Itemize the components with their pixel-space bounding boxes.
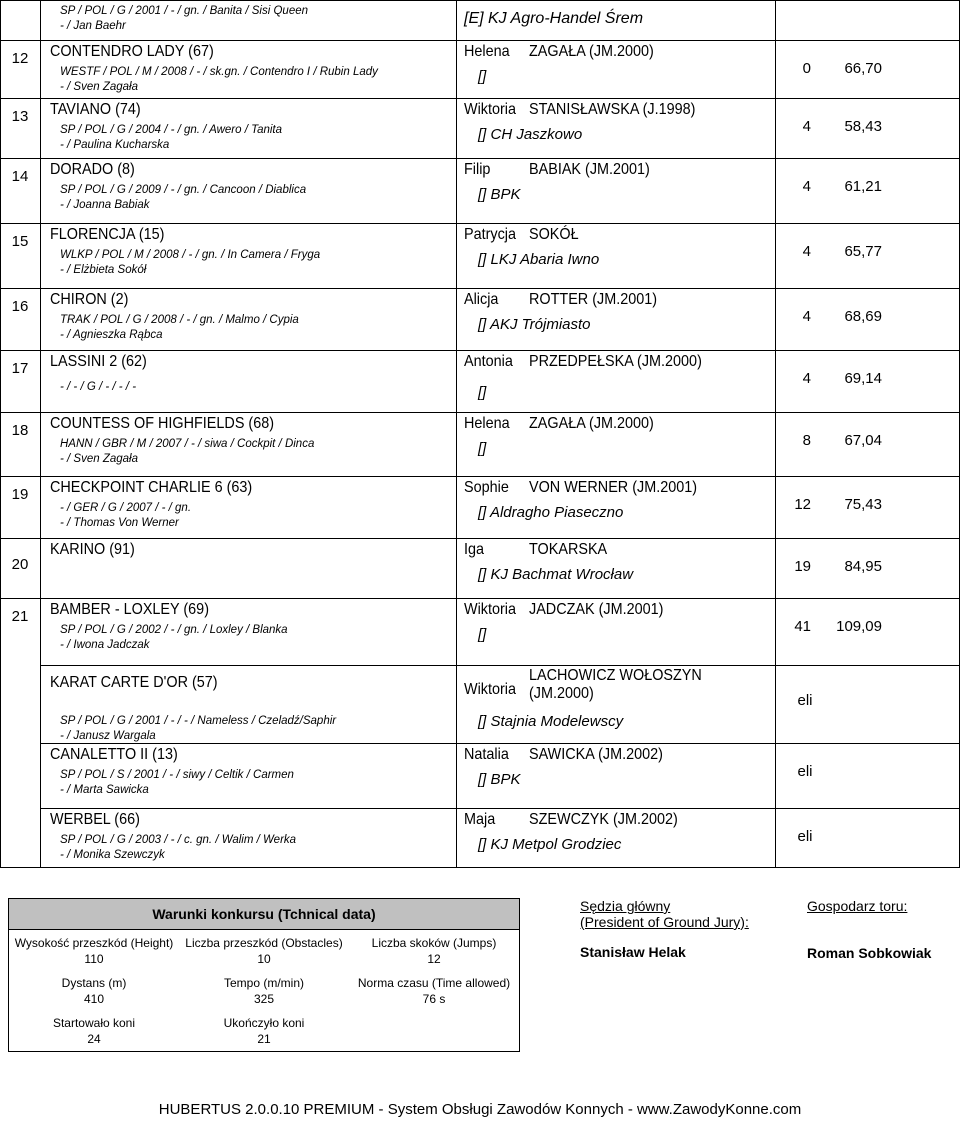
height-cell: [9, 935, 179, 967]
horse-detail-line: SP / POL / G / 2003 / - / c. gn. / Walim / Werka: [60, 834, 297, 846]
table-row: [0, 538, 960, 598]
height-label: Wysokość przeszkód (Height): [14, 936, 174, 950]
jumps-value: 12: [427, 952, 441, 966]
faults-value: 4: [802, 370, 811, 387]
rider-last-name: ZAGAŁA (JM.2000): [529, 415, 654, 432]
owner-detail-line: - / Joanna Babiak: [60, 199, 150, 211]
place-number: 19: [11, 486, 29, 503]
owner-detail-line: - / Marta Sawicka: [60, 784, 149, 796]
place-number: 13: [11, 108, 29, 125]
course-designer: [807, 898, 931, 961]
horse-detail-line: - / - / G / - / - / -: [60, 381, 137, 393]
place-number: 16: [11, 298, 29, 315]
horse-detail-line: TRAK / POL / G / 2008 / - / gn. / Malmo / Cypia: [60, 314, 299, 326]
obstacles-label: Liczba przeszkód (Obstacles): [185, 936, 343, 950]
horse-name: COUNTESS OF HIGHFIELDS (68): [50, 415, 275, 432]
jumps-label: Liczba skoków (Jumps): [371, 936, 497, 950]
finished-value: 21: [257, 1032, 271, 1046]
horse-detail-line: SP / POL / G / 2004 / - / gn. / Awero / Tanita: [60, 124, 283, 136]
finished-label: Ukończyło koni: [223, 1016, 305, 1030]
club-name: [] Aldragho Piaseczno: [478, 504, 624, 521]
horse-detail-line: HANN / GBR / M / 2007 / - / siwa / Cockpit / Dinca: [60, 438, 315, 450]
president-label: Sędzia główny: [580, 898, 671, 914]
started-value: 24: [87, 1032, 101, 1046]
rider-last-name: SZEWCZYK (JM.2002): [529, 811, 678, 828]
owner-detail-line: - / Sven Zagała: [60, 81, 138, 93]
horse-name: CHECKPOINT CHARLIE 6 (63): [50, 479, 253, 496]
height-value: 110: [84, 952, 104, 966]
technical-data-box: [8, 898, 520, 1052]
time-allowed-value: 76 s: [422, 992, 446, 1006]
horse-name: BAMBER - LOXLEY (69): [50, 601, 209, 618]
club-name: []: [478, 384, 487, 401]
club-name: [] KJ Bachmat Wrocław: [478, 566, 634, 583]
faults-value: 0: [802, 60, 811, 77]
faults-value: 4: [802, 243, 811, 260]
place-number: 20: [11, 556, 29, 573]
horse-name: CHIRON (2): [50, 291, 129, 308]
club-name: [] BPK: [478, 771, 521, 788]
time-value: 69,14: [844, 370, 882, 387]
obstacles-cell: [179, 935, 349, 967]
horse-detail-line: SP / POL / G / 2001 / - / - / Nameless / Czeladź/Saphir: [60, 715, 337, 727]
faults-value: 19: [794, 558, 811, 575]
top-entry-detail: [60, 4, 308, 34]
rider-first-name: Sophie: [464, 479, 509, 496]
time-allowed-cell: [349, 975, 519, 1007]
horse-detail-line: SP / POL / G / 2009 / - / gn. / Cancoon / Diablica: [60, 184, 307, 196]
table-row: [0, 350, 960, 412]
rider-last-name: SOKÓŁ: [529, 226, 579, 243]
time-value: 66,70: [844, 60, 882, 77]
time-value: 109,09: [836, 618, 882, 635]
rider-last-name: ZAGAŁA (JM.2000): [529, 43, 654, 60]
rider-last-name: SAWICKA (JM.2002): [529, 746, 663, 763]
horse-detail-line: - / GER / G / 2007 / - / gn.: [60, 502, 192, 514]
time-value: 61,21: [844, 178, 882, 195]
club-name: [] KJ Metpol Grodziec: [478, 836, 622, 853]
tempo-cell: [179, 975, 349, 1007]
distance-label: Dystans (m): [61, 976, 127, 990]
owner-detail-line: - / Iwona Jadczak: [60, 639, 150, 651]
horse-name: TAVIANO (74): [50, 101, 141, 118]
time-value: 65,77: [844, 243, 882, 260]
club-name: [] LKJ Abaria Iwno: [478, 251, 600, 268]
table-row: [0, 412, 960, 476]
table-row: [0, 158, 960, 223]
time-value: 84,95: [844, 558, 882, 575]
time-value: eli: [797, 692, 813, 709]
rider-last-name: JADCZAK (JM.2001): [529, 601, 664, 618]
president-label-en: (President of Ground Jury):: [580, 914, 749, 930]
rider-first-name: Wiktoria: [464, 601, 517, 618]
club-name: [] BPK: [478, 186, 521, 203]
faults-value: 4: [802, 118, 811, 135]
time-value: 68,69: [844, 308, 882, 325]
table-row: [0, 288, 960, 350]
place-number: 12: [11, 50, 29, 67]
time-value: eli: [797, 828, 813, 845]
rider-first-name: Helena: [464, 415, 510, 432]
time-value: 58,43: [844, 118, 882, 135]
horse-detail-line: SP / POL / S / 2001 / - / siwy / Celtik / Carmen: [60, 769, 294, 781]
horse-detail-line: SP / POL / G / 2002 / - / gn. / Loxley / Blanka: [60, 624, 288, 636]
place-number: 14: [11, 168, 29, 185]
owner-detail-line: - / Jan Baehr: [60, 20, 126, 32]
faults-value: 41: [794, 618, 811, 635]
rider-last-name: BABIAK (JM.2001): [529, 161, 650, 178]
horse-name: KARINO (91): [50, 541, 135, 558]
horse-detail-line: WLKP / POL / M / 2008 / - / gn. / In Camera / Fryga: [60, 249, 321, 261]
rider-last-name: STANISŁAWSKA (J.1998): [529, 101, 696, 118]
place-number: 15: [11, 233, 29, 250]
rider-last-name: VON WERNER (JM.2001): [529, 479, 698, 496]
horse-name: KARAT CARTE D'OR (57): [50, 674, 218, 691]
rider-last-name: LACHOWICZ WOŁOSZYN (JM.2000): [529, 667, 702, 702]
owner-detail-line: - / Agnieszka Rąbca: [60, 329, 163, 341]
rider-first-name: Natalia: [464, 746, 509, 763]
tempo-value: 325: [253, 992, 275, 1006]
rider-first-name: Helena: [464, 43, 510, 60]
started-cell: [9, 1015, 179, 1047]
technical-data-header: Warunki konkursu (Tchnical data): [9, 899, 519, 930]
tempo-label: Tempo (m/min): [223, 976, 304, 990]
host-name: Roman Sobkowiak: [807, 945, 932, 961]
rider-first-name: Wiktoria: [464, 101, 517, 118]
rider-first-name: Maja: [464, 811, 496, 828]
place-number: 18: [11, 422, 29, 439]
horse-name: FLORENCJA (15): [50, 226, 165, 243]
club-name: [] AKJ Trójmiasto: [478, 316, 591, 333]
table-row: [0, 40, 960, 98]
horse-detail-line: WESTF / POL / M / 2008 / - / sk.gn. / Contendro I / Rubin Lady: [60, 66, 378, 78]
owner-detail-line: - / Paulina Kucharska: [60, 139, 170, 151]
finished-cell: [179, 1015, 349, 1047]
president-name: Stanisław Helak: [580, 944, 686, 960]
club-name: []: [478, 68, 487, 85]
horse-detail-line: SP / POL / G / 2001 / - / gn. / Banita / Sisi Queen: [60, 5, 309, 17]
faults-value: 4: [802, 178, 811, 195]
rider-last-name: PRZEDPEŁSKA (JM.2000): [529, 353, 702, 370]
time-value: 67,04: [844, 432, 882, 449]
rider-first-name: Wiktoria: [464, 681, 517, 698]
table-border-top: [0, 0, 960, 1]
owner-detail-line: - / Thomas Von Werner: [60, 517, 179, 529]
club-name: [] CH Jaszkowo: [478, 126, 583, 143]
club-name: []: [478, 626, 487, 643]
club-name: []: [478, 440, 487, 457]
top-entry-club: [E] KJ Agro-Handel Śrem: [464, 10, 644, 27]
rider-first-name: Patrycja: [464, 226, 517, 243]
club-name: [] Stajnia Modelewscy: [478, 713, 624, 730]
started-label: Startowało koni: [52, 1016, 136, 1030]
president-jury: [580, 898, 749, 960]
owner-detail-line: - / Sven Zagała: [60, 453, 138, 465]
rider-last-name: TOKARSKA: [529, 541, 608, 558]
horse-name: LASSINI 2 (62): [50, 353, 147, 370]
faults-value: 8: [802, 432, 811, 449]
rider-first-name: Filip: [464, 161, 491, 178]
owner-detail-line: - / Monika Szewczyk: [60, 849, 165, 861]
table-row: [0, 598, 960, 665]
rider-first-name: Iga: [464, 541, 485, 558]
footer-text: HUBERTUS 2.0.0.10 PREMIUM - System Obsługi Zawodów Konnych - www.ZawodyKonne.com: [158, 1101, 802, 1118]
table-row: [0, 476, 960, 538]
time-value: 75,43: [844, 496, 882, 513]
table-row: [0, 98, 960, 158]
horse-name: DORADO (8): [50, 161, 135, 178]
rider-last-name: ROTTER (JM.2001): [529, 291, 658, 308]
faults-value: 12: [794, 496, 811, 513]
horse-name: WERBEL (66): [50, 811, 140, 828]
host-label: Gospodarz toru:: [807, 898, 908, 914]
time-value: eli: [797, 763, 813, 780]
faults-value: 4: [802, 308, 811, 325]
rider-first-name: Antonia: [464, 353, 513, 370]
table-row: [0, 808, 960, 868]
horse-name: CONTENDRO LADY (67): [50, 43, 214, 60]
owner-detail-line: - / Elżbieta Sokół: [60, 264, 147, 276]
place-number: 17: [11, 360, 29, 377]
time-allowed-label: Norma czasu (Time allowed): [357, 976, 511, 990]
table-row: [0, 743, 960, 808]
horse-name: CANALETTO II (13): [50, 746, 178, 763]
distance-cell: [9, 975, 179, 1007]
place-number: 21: [11, 608, 29, 625]
rider-first-name: Alicja: [464, 291, 499, 308]
table-row: [0, 665, 960, 743]
distance-value: 410: [83, 992, 105, 1006]
owner-detail-line: - / Janusz Wargala: [60, 730, 156, 742]
jumps-cell: [349, 935, 519, 967]
obstacles-value: 10: [257, 952, 271, 966]
table-row: [0, 223, 960, 288]
